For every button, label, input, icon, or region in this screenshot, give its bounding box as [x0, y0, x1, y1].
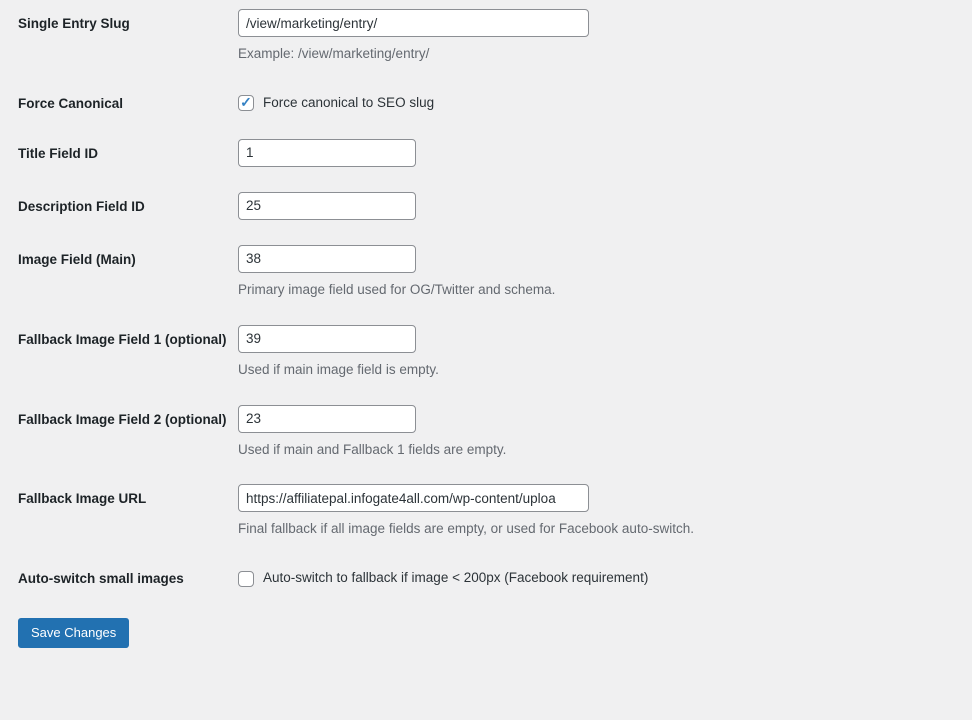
auto-switch-checkbox[interactable]: [238, 571, 254, 587]
force-canonical-checkbox-label[interactable]: [238, 94, 434, 113]
form-row-description-field-id: [18, 183, 972, 236]
auto-switch-checkbox-label[interactable]: [238, 569, 648, 588]
single-entry-slug-label: Single Entry Slug: [18, 16, 130, 31]
description-field-id-label: Description Field ID: [18, 198, 145, 214]
fallback-image-field-2-description: Used if main and Fallback 1 fields are empty.: [238, 441, 507, 457]
single-entry-slug-input[interactable]: [238, 9, 589, 37]
description-field-id-input[interactable]: [238, 192, 416, 220]
form-row-image-field-main: [18, 236, 972, 316]
title-field-id-label: Title Field ID: [18, 145, 99, 161]
image-field-main-description: Primary image field used for OG/Twitter and schema.: [238, 281, 556, 297]
fallback-image-field-1-description: Used if main image field is empty.: [238, 361, 439, 377]
image-field-main-input[interactable]: [238, 245, 416, 273]
auto-switch-checkbox-text: Auto-switch to fallback if image < 200px (Facebook requirement): [263, 570, 649, 586]
fallback-image-url-input[interactable]: [238, 484, 589, 512]
fallback-image-field-1-label: Fallback Image Field 1 (optional): [18, 331, 227, 347]
fallback-image-field-1-input[interactable]: [238, 325, 416, 353]
settings-form-table: [18, 0, 972, 606]
form-row-title-field-id: [18, 130, 972, 183]
fallback-image-url-label: Fallback Image URL: [18, 491, 147, 507]
force-canonical-checkbox-text: Force canonical to SEO slug: [263, 94, 435, 110]
form-row-fallback-image-field-1: [18, 316, 972, 396]
fallback-image-field-2-label: Fallback Image Field 2 (optional): [18, 411, 227, 427]
form-row-force-canonical: [18, 80, 972, 130]
form-row-single-entry-slug: [18, 0, 972, 80]
image-field-main-label: Image Field (Main): [18, 251, 136, 267]
force-canonical-checkbox[interactable]: [238, 95, 254, 111]
save-changes-button[interactable]: Save Changes: [18, 618, 129, 648]
form-row-auto-switch-small-images: [18, 555, 972, 605]
title-field-id-input[interactable]: [238, 139, 416, 167]
form-row-fallback-image-url: [18, 475, 972, 555]
fallback-image-field-2-input[interactable]: [238, 405, 416, 433]
single-entry-slug-description: Example: /view/marketing/entry/: [238, 46, 430, 61]
force-canonical-label: Force Canonical: [18, 95, 124, 111]
auto-switch-small-images-label: Auto-switch small images: [18, 571, 184, 587]
submit-row: [18, 606, 972, 648]
fallback-image-url-description: Final fallback if all image fields are empty, or used for Facebook auto-switch.: [238, 521, 694, 537]
form-row-fallback-image-field-2: [18, 396, 972, 476]
